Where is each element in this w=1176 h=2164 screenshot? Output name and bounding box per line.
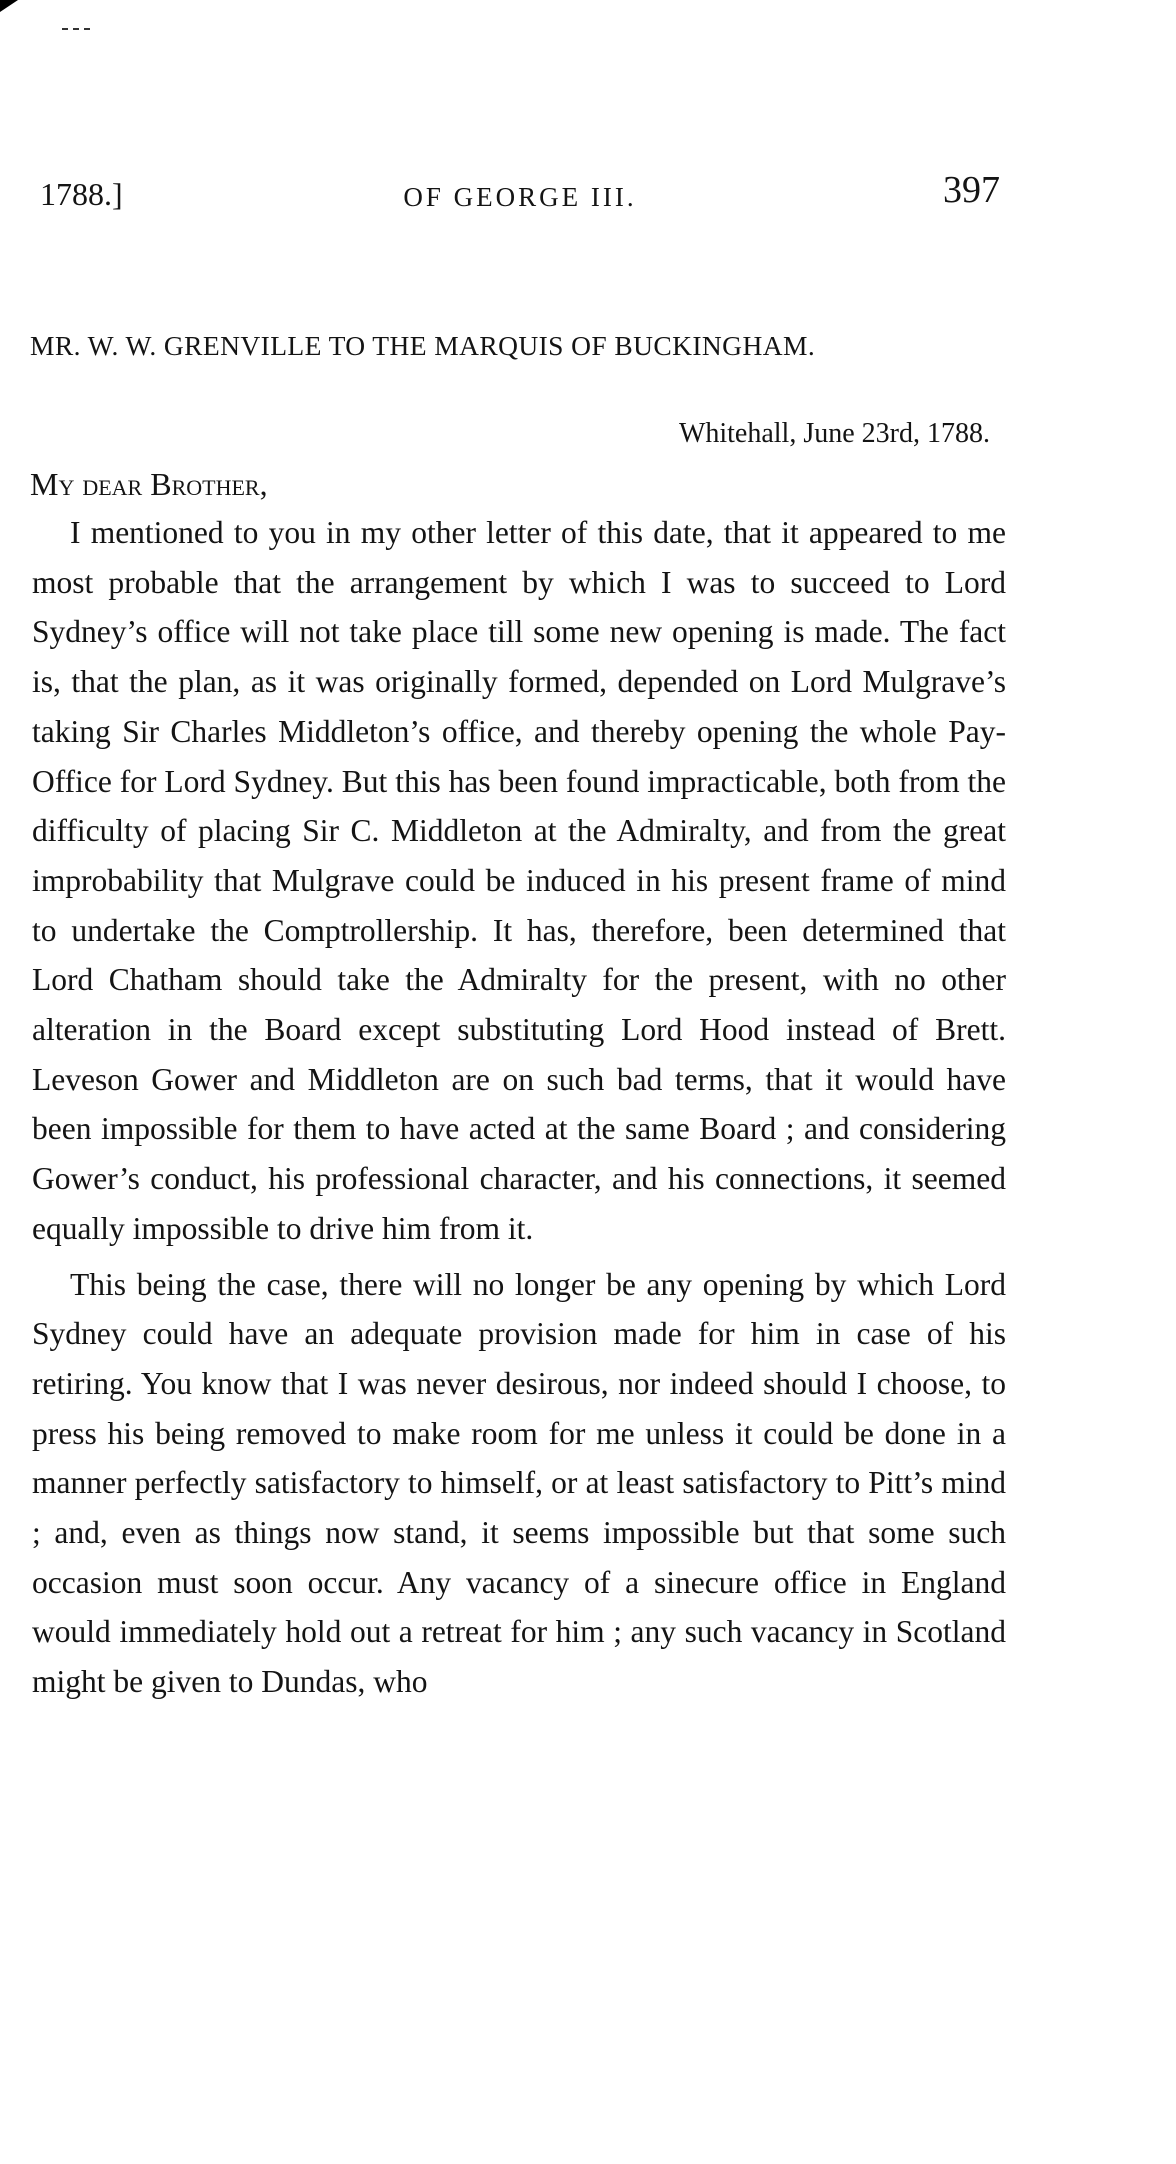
letter-dateline: Whitehall, June 23rd, 1788. <box>678 418 990 449</box>
corner-scan-mark <box>0 0 18 12</box>
corner-dash-mark <box>62 28 90 30</box>
letter-body <box>32 508 1006 1713</box>
letter-heading: MR. W. W. GRENVILLE TO THE MARQUIS OF BUCKINGHAM. <box>30 330 816 361</box>
running-head <box>40 168 1000 218</box>
letter-salutation: My dear Brother, <box>30 466 268 502</box>
running-head-title: OF GEORGE III. <box>403 182 637 212</box>
paragraph: I mentioned to you in my other letter of this date, that it appeared to me most probable that the arrangement by which I was to succeed to Lord Sydney’s office will not take place till some new opening is made. The fact is, that the plan, as it was originally formed, depended on Lord Mulgrave’s taking Sir Charles Middleton’s office, and thereby opening the whole Pay-Office for Lord Sydney. But this has been found impracticable, both from the difficulty of placing Sir C. Middleton at the Admiralty, and from the great improbability that Mulgrave could be induced in his present frame of mind to undertake the Comptrollership. It has, therefore, been determined that Lord Chatham should take the Admiralty for the present, with no other alteration in the Board except substituting Lord Hood instead of Brett. Leveson Gower and Middleton are on such bad terms, that it would have been impossible for them to have acted at the same Board ; and considering Gower’s conduct, his professional character, and his connections, it seemed equally impossible to drive him from it. <box>32 515 1006 1246</box>
page-number: 397 <box>943 169 1000 211</box>
running-head-year: 1788.] <box>40 176 123 212</box>
paragraph: This being the case, there will no longer be any opening by which Lord Sydney could have an adequate provision made for him in case of his retiring. You know that I was never desirous, nor indeed should I choose, to press his being removed to make room for me unless it could be done in a manner perfectly satisfactory to himself, or at least satisfactory to Pitt’s mind ; and, even as things now stand, it seems impossible but that some such occasion must soon occur. Any vacancy of a sinecure office in England would immediately hold out a retreat for him ; any such vacancy in Scotland might be given to Dundas, who <box>32 1266 1006 1700</box>
